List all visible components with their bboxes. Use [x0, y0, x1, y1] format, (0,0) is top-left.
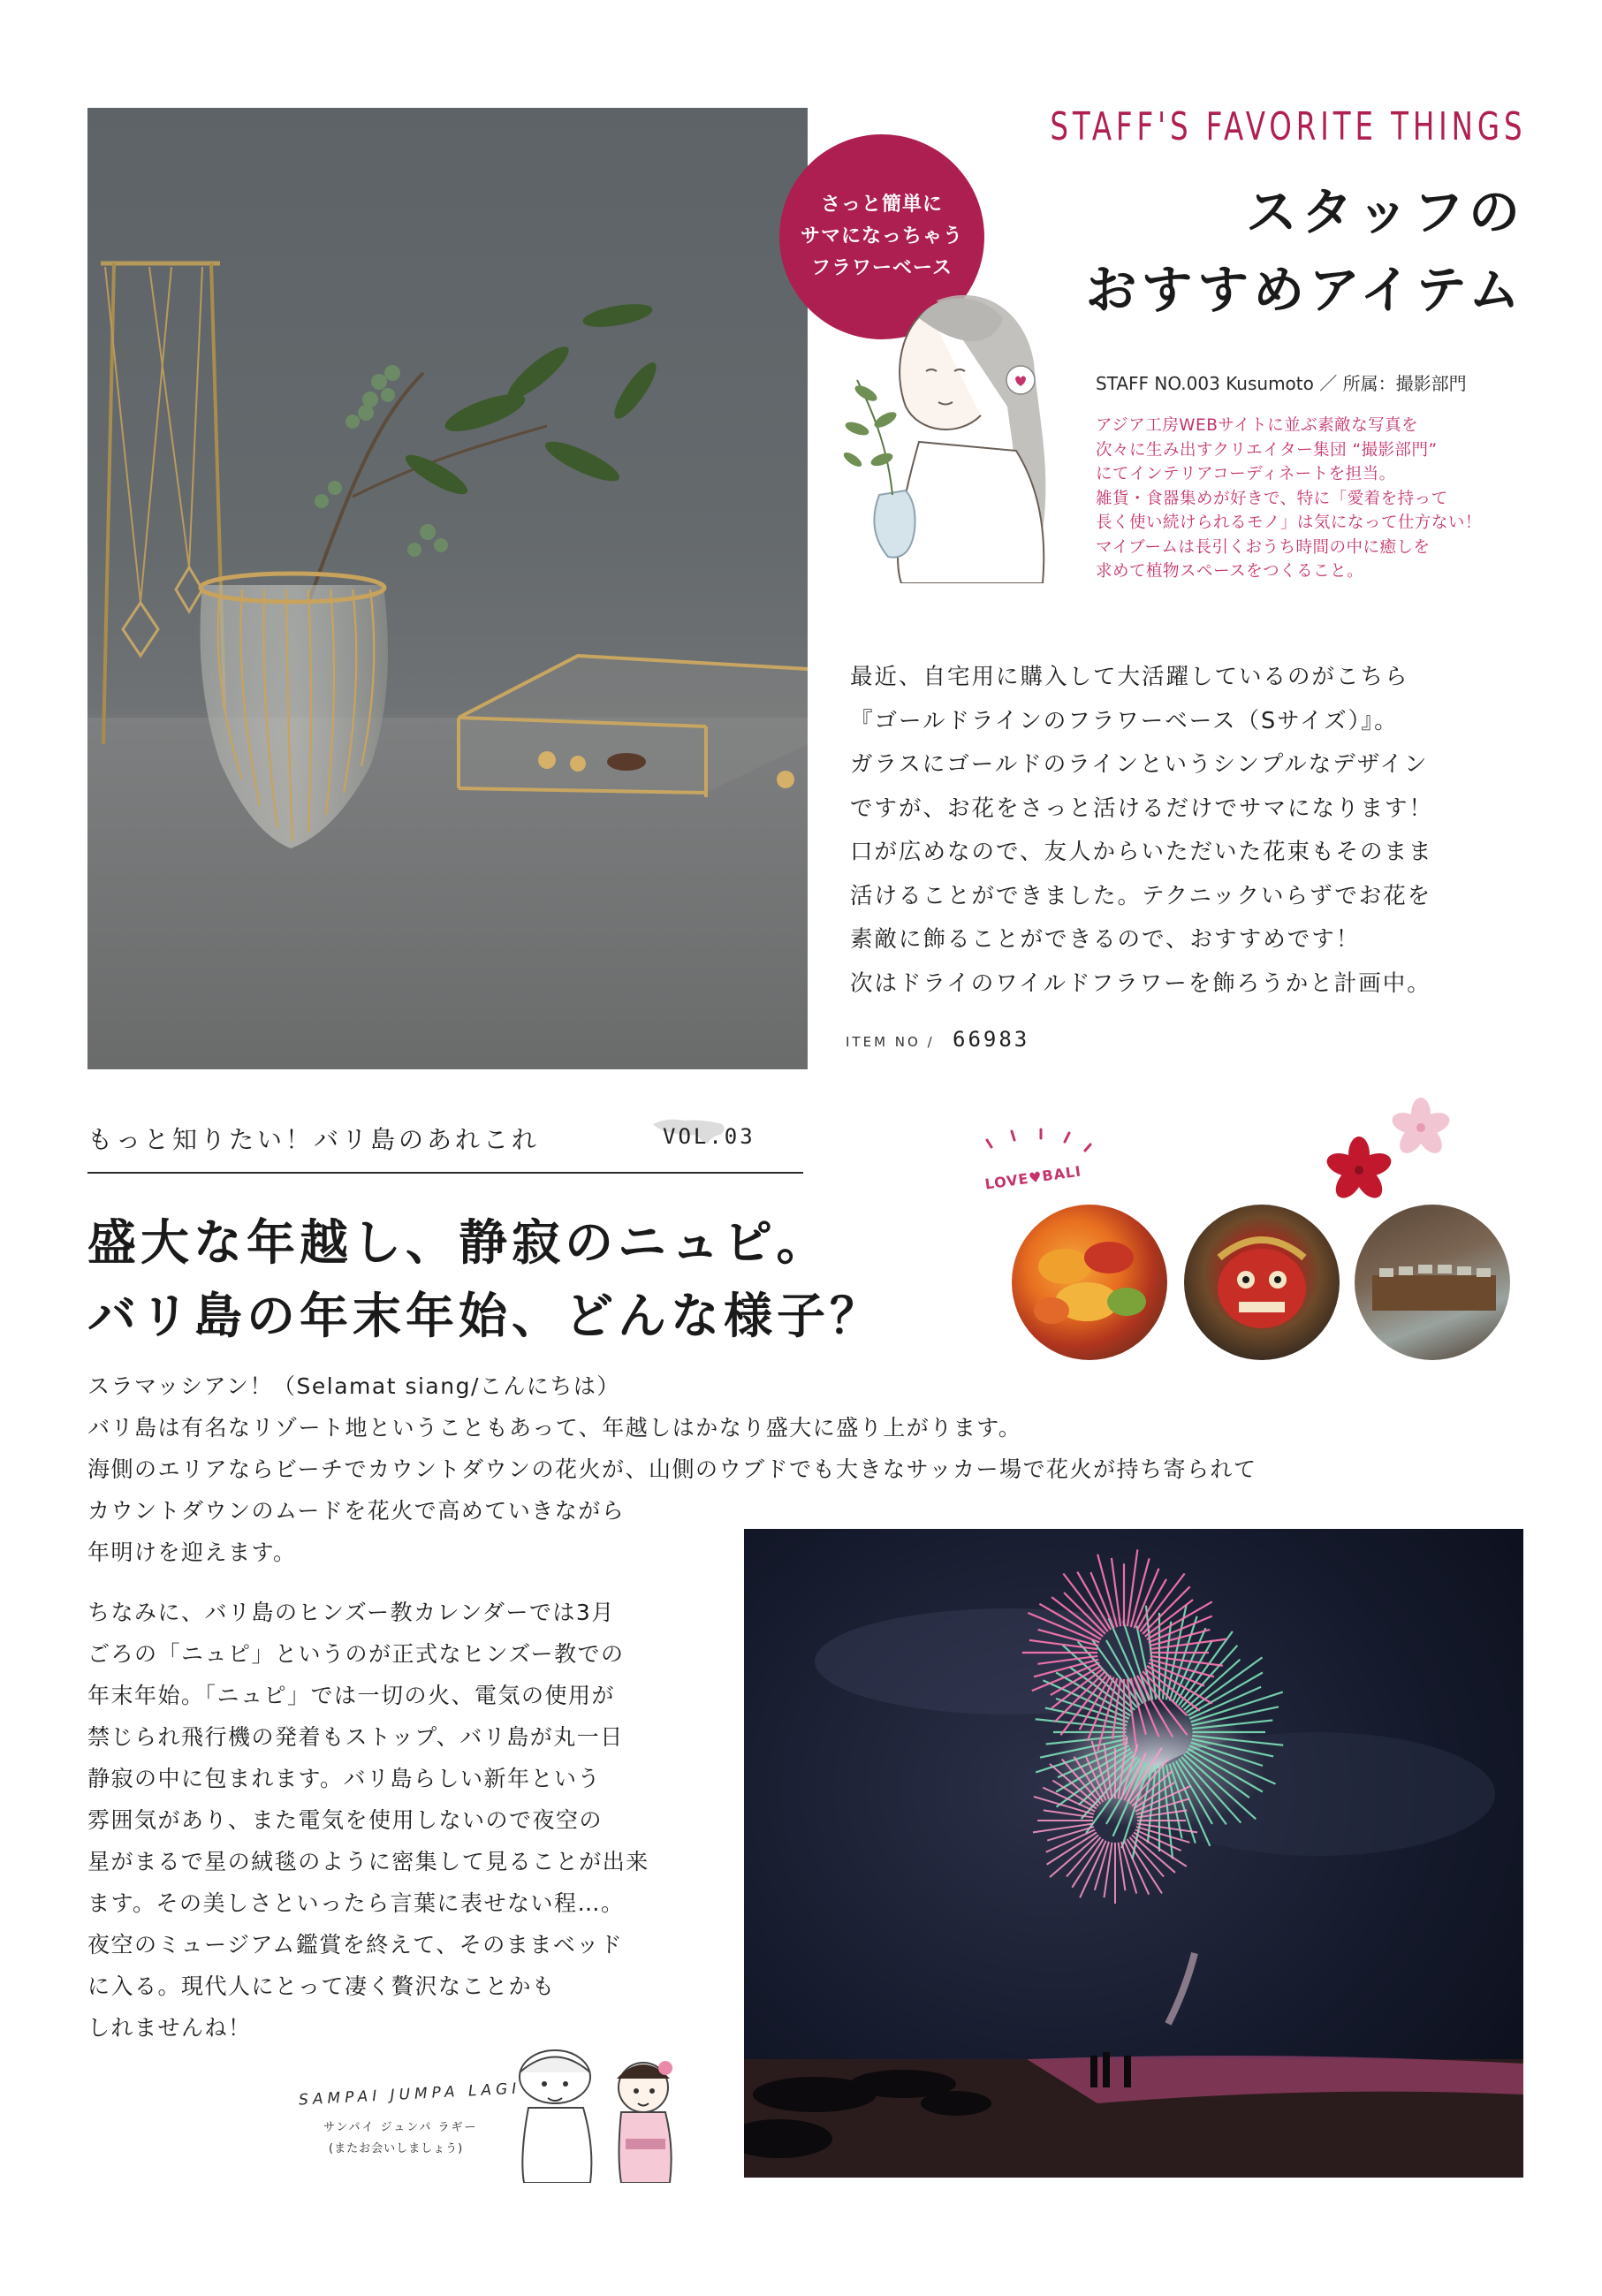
- body-line: 静寂の中に包まれます。バリ島らしい新年という: [87, 1766, 602, 1791]
- bio-line: 次々に生み出すクリエイター集団 “撮影部門”: [1096, 440, 1438, 460]
- title-line: スタッフの: [1245, 182, 1524, 242]
- item-number: 66983: [953, 1027, 1030, 1052]
- body-line: 活けることができました。テクニックいらずでお花を: [850, 882, 1432, 909]
- bio-line: 求めて植物スペースをつくること。: [1096, 562, 1364, 581]
- balinese-couple-illustration: [484, 2024, 714, 2183]
- body-line: 海側のエリアならビーチでカウントダウンの花火が、山側のウブドでも大きなサッカー場で花火が持ち寄られて: [87, 1456, 1257, 1482]
- love-bali-text: LOVE♥BALI: [983, 1162, 1083, 1193]
- item-number-label: ITEM NO /: [846, 1034, 935, 1050]
- headline-line: 盛大な年越し、静寂のニュピ。: [87, 1214, 830, 1271]
- volume-label: VOL.03: [663, 1124, 755, 1149]
- body-line: ちなみに、バリ島のヒンズー教カレンダーでは3月: [87, 1600, 615, 1625]
- signoff-script: SAMPAI JUMPA LAGI: [298, 2079, 521, 2110]
- fruit-platter-photo: [1012, 1205, 1167, 1360]
- bio-line: 雑貨・食器集めが好きで、特に「愛着を持って: [1096, 489, 1448, 508]
- barong-mask-photo: [1184, 1205, 1340, 1360]
- body-line: 雰囲気があり、また電気を使用しないので夜空の: [87, 1807, 604, 1833]
- body-line: ごろの「ニュピ」というのが正式なヒンズー教での: [87, 1641, 625, 1667]
- body-line: スラマッシアン！（Selamat siang/こんにちは）: [87, 1373, 620, 1399]
- page-title: [1086, 173, 1524, 329]
- section-eyebrow: STAFF'S FAVORITE THINGS: [1049, 104, 1526, 149]
- fireworks-photo: [744, 1529, 1523, 2178]
- badge-line: サマになっちゃう: [800, 225, 963, 247]
- body-line: 次はドライのワイルドフラワーを飾ろうかと計画中。: [850, 969, 1431, 997]
- body-line: 年末年始。「ニュピ」では一切の火、電気の使用が: [87, 1683, 616, 1708]
- bio-line: 長く使い続けられるモノ」は気になって仕方ない！: [1096, 513, 1482, 532]
- signoff-translation: (またお会いしましょう): [329, 2142, 464, 2155]
- article-body: [850, 656, 1530, 1006]
- signoff-kana: サンパイ ジュンパ ラギー: [323, 2121, 478, 2134]
- body-line: 最近、自宅用に購入して大活躍しているのがこちら: [850, 664, 1409, 690]
- staff-credit: STAFF NO.003 Kusumoto ／ 所属：撮影部門: [1096, 373, 1467, 394]
- frangipani-flowers: [1317, 1085, 1467, 1218]
- badge-line: さっと簡単に: [820, 194, 943, 216]
- body-line: ます。その美しさといったら言葉に表せない程…。: [87, 1890, 625, 1916]
- body-line: 年明けを迎えます。: [87, 1540, 297, 1565]
- section-label: もっと知りたい！バリ島のあれこれ: [87, 1125, 541, 1154]
- section-divider: [87, 1172, 803, 1174]
- bio-line: マイブームは長引くおうち時間の中に癒しを: [1096, 537, 1431, 557]
- body-line: に入る。現代人にとって凄く贅沢なことかも: [87, 1973, 556, 1999]
- body-line: しれませんね！: [87, 2015, 252, 2041]
- body-line: 『ゴールドラインのフラワーベース（Sサイズ）』。: [850, 707, 1399, 734]
- vase-photo: [87, 108, 808, 1069]
- bio-line: アジア工房WEBサイトに並ぶ素敵な写真を: [1096, 416, 1419, 435]
- staff-bio: [1096, 414, 1529, 584]
- body-line: 星がまるで星の絨毯のように密集して見ることが出来: [87, 1849, 649, 1874]
- body-line: 禁じられ飛行機の発着もストップ、バリ島が丸一日: [87, 1724, 624, 1750]
- headline-line: バリ島の年末年始、どんな様子？: [87, 1288, 884, 1344]
- bio-line: にてインテリアコーディネートを担当。: [1096, 465, 1396, 483]
- body-line: ですが、お花をさっと活けるだけでサマになります！: [850, 794, 1434, 822]
- nyepi-paragraph: [87, 1592, 649, 2049]
- body-line: 夜空のミュージアム鑑賞を終えて、そのままベッド: [87, 1932, 624, 1958]
- title-line: おすすめアイテム: [1085, 260, 1524, 320]
- staff-illustration: [804, 239, 1087, 583]
- body-line: 口が広めなので、友人からいただいた花束もそのまま: [850, 839, 1433, 865]
- section-headline: [87, 1206, 883, 1353]
- body-line: ガラスにゴールドのラインというシンプルなデザイン: [850, 751, 1429, 778]
- body-line: 素敵に飾ることができるので、おすすめです！: [850, 926, 1361, 953]
- love-bali-stamp: [972, 1121, 1096, 1205]
- gamelan-photo: [1355, 1205, 1510, 1360]
- body-line: カウントダウンのムードを花火で高めていきながら: [87, 1498, 626, 1524]
- body-line: バリ島は有名なリゾート地ということもあって、年越しはかなり盛大に盛り上がります。: [87, 1415, 1022, 1441]
- badge-line: フラワーベース: [811, 257, 953, 279]
